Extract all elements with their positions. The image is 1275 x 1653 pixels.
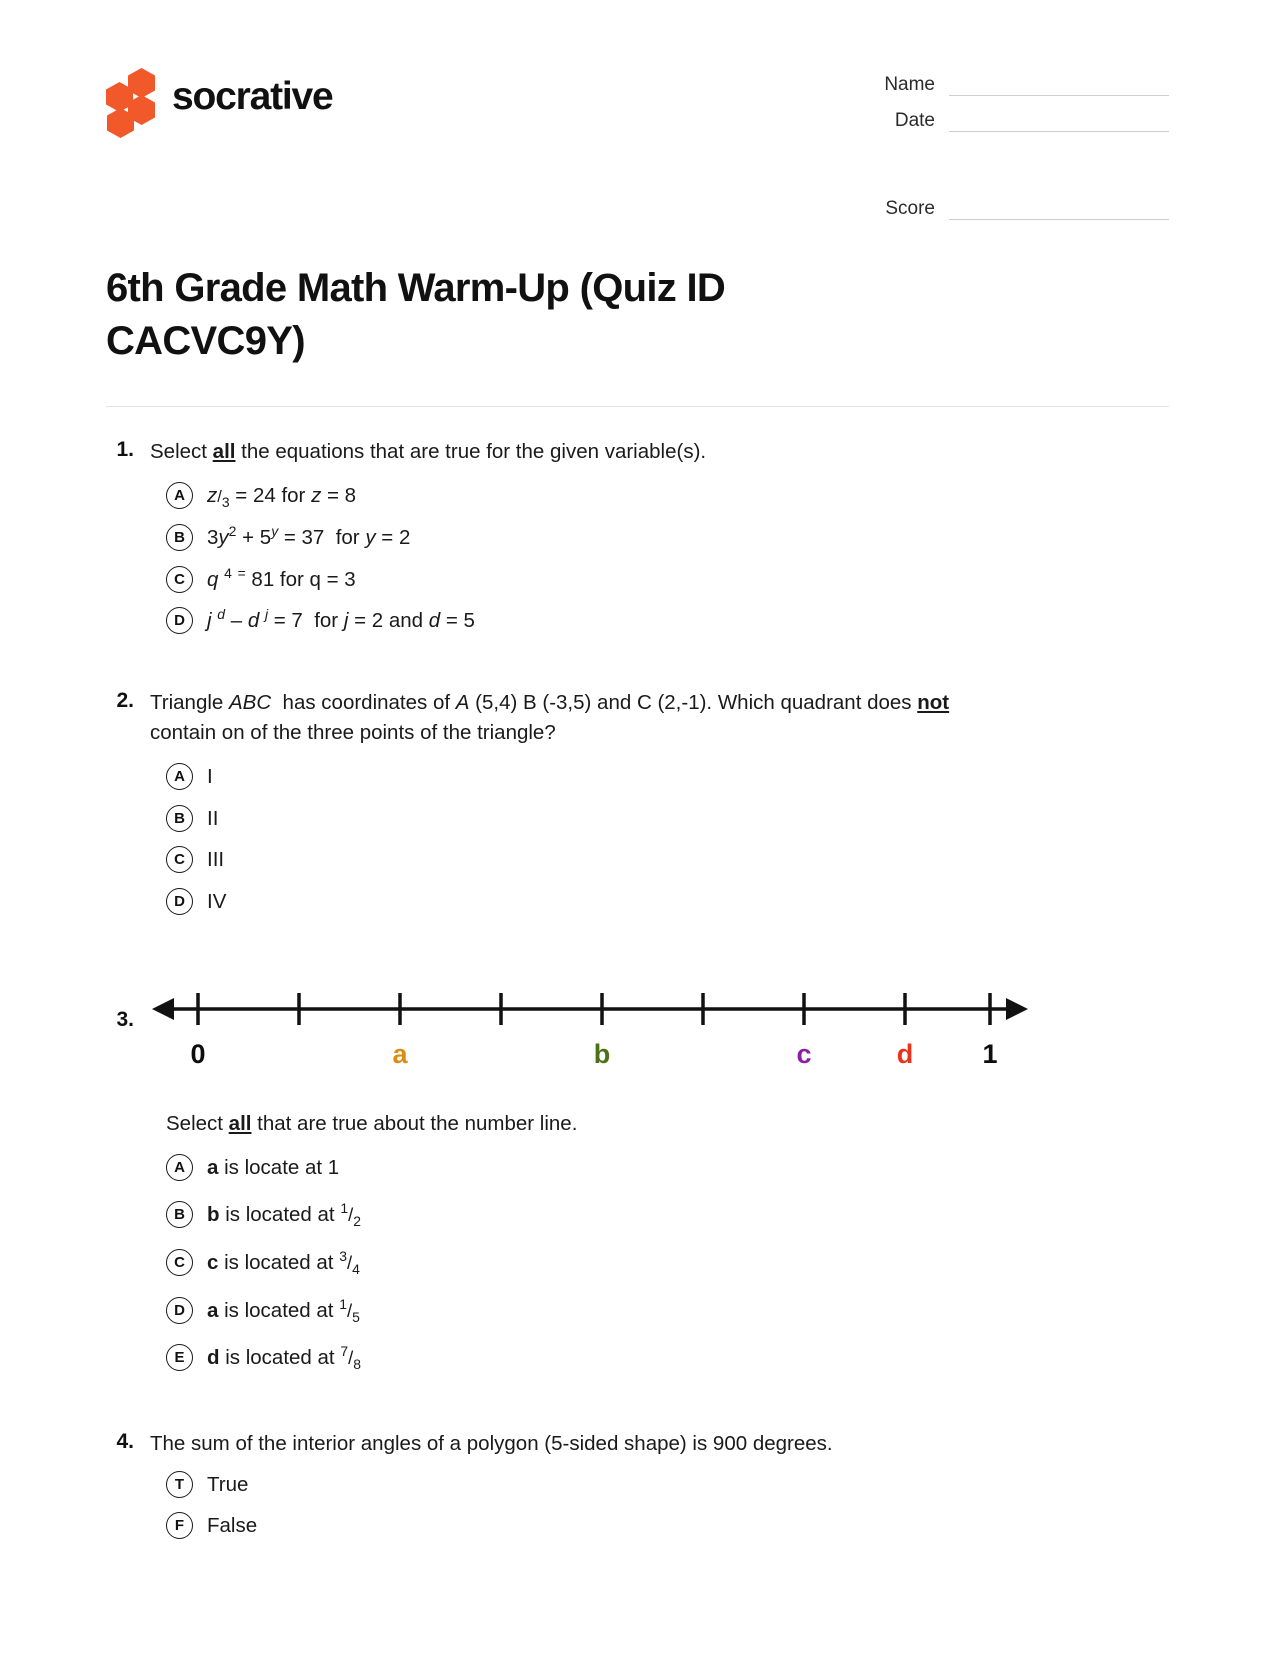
question-4-number: 4.: [116, 1430, 134, 1454]
option-bubble[interactable]: C: [166, 1249, 193, 1276]
q3-subtext-prefix: Select: [166, 1111, 229, 1135]
option-b[interactable]: [106, 1199, 1169, 1230]
number-line-figure: [150, 979, 1050, 1089]
option-b[interactable]: [106, 522, 1169, 553]
score-field-row: [849, 198, 1169, 220]
option-label: j $^d$ – d $^j$ = 7 for j = 2 and d = 5: [207, 606, 475, 633]
student-fields: [849, 60, 1169, 234]
option-false[interactable]: [106, 1510, 1169, 1541]
question-1-prompt: [150, 437, 706, 467]
question-2-prompt: Triangle ABC has coordinates of A (5,4) B (-3,5) and C (2,-1). Which quadrant does not contain on of the three points of the triangle?: [150, 690, 950, 744]
option-true[interactable]: [106, 1469, 1169, 1500]
score-label: Score: [885, 198, 935, 219]
option-label: d is located at $^7/_8$: [207, 1343, 361, 1373]
question-1: [106, 437, 1169, 636]
q1-prompt-suffix: the equations that are true for the given variable(s).: [235, 439, 707, 463]
date-input-line[interactable]: [949, 110, 1169, 132]
question-4-head: [106, 1429, 1169, 1459]
option-d[interactable]: [106, 1295, 1169, 1326]
option-label: a is locate at 1: [207, 1155, 340, 1179]
option-c[interactable]: [106, 1247, 1169, 1278]
option-bubble[interactable]: T: [166, 1471, 193, 1498]
number-line-label-b: b: [593, 1038, 611, 1069]
date-label: Date: [894, 110, 935, 131]
option-bubble[interactable]: E: [166, 1344, 193, 1371]
question-3-number: 3.: [116, 1007, 134, 1031]
option-a[interactable]: [106, 761, 1169, 792]
option-c[interactable]: [106, 844, 1169, 875]
option-bubble[interactable]: A: [166, 763, 193, 790]
option-d[interactable]: [106, 886, 1169, 917]
option-bubble[interactable]: D: [166, 888, 193, 915]
option-bubble[interactable]: B: [166, 524, 193, 551]
number-line-svg: [150, 979, 1030, 1039]
q3-subtext-emphasis: all: [228, 1111, 252, 1135]
question-3-options: [106, 1152, 1169, 1374]
number-line-label-d: d: [896, 1038, 914, 1069]
option-a[interactable]: [106, 480, 1169, 511]
option-b[interactable]: [106, 803, 1169, 834]
option-label: IV: [207, 890, 227, 914]
q3-subtext-suffix: that are true about the number line.: [251, 1111, 578, 1135]
option-label: c is located at $^3/_4$: [207, 1248, 360, 1278]
page-header: [0, 0, 1275, 234]
name-input-line[interactable]: [949, 74, 1169, 96]
option-bubble[interactable]: A: [166, 1154, 193, 1181]
option-label: III: [207, 848, 225, 872]
number-line-label-c: c: [796, 1038, 812, 1069]
option-bubble[interactable]: C: [166, 566, 193, 593]
option-label: b is located at $^1/_2$: [207, 1200, 361, 1230]
question-3-prompt: [106, 1109, 1169, 1139]
number-line-labels: [150, 1039, 1050, 1079]
question-2-number: 2.: [116, 688, 134, 712]
question-2-options: [106, 761, 1169, 917]
score-input-line[interactable]: [949, 198, 1169, 220]
option-label: True: [207, 1472, 249, 1496]
question-3-head: [106, 969, 1169, 1089]
option-label: q $^4$ = 81 for q = 3: [207, 564, 356, 591]
date-field-row: [849, 110, 1169, 132]
option-label: $z/_3 = 24$ for z = 8: [207, 484, 357, 511]
question-4: [106, 1429, 1169, 1541]
questions-list: [0, 407, 1275, 1542]
question-4-options: [106, 1469, 1169, 1541]
option-label: I: [207, 765, 213, 789]
question-3: [106, 969, 1169, 1373]
question-1-head: [106, 437, 1169, 467]
number-line-label-0: 0: [190, 1038, 206, 1069]
number-line-label-a: a: [392, 1038, 408, 1069]
option-label: a is located at $^1/_5$: [207, 1295, 360, 1325]
question-1-options: [106, 480, 1169, 636]
name-field-row: [849, 74, 1169, 96]
option-label: False: [207, 1514, 258, 1538]
socrative-logo: [106, 68, 332, 124]
q2-prompt-emphasis: not: [917, 690, 950, 714]
option-bubble[interactable]: A: [166, 482, 193, 509]
title-area: [0, 234, 1275, 368]
option-bubble[interactable]: D: [166, 1297, 193, 1324]
question-4-prompt: The sum of the interior angles of a polygon (5-sided shape) is 900 degrees.: [150, 1432, 833, 1456]
option-bubble[interactable]: B: [166, 805, 193, 832]
option-bubble[interactable]: C: [166, 846, 193, 873]
brand-name: socrative: [172, 74, 333, 118]
name-label: Name: [884, 74, 935, 95]
option-bubble[interactable]: D: [166, 607, 193, 634]
q1-prompt-prefix: Select: [150, 439, 213, 463]
page-title: 6th Grade Math Warm-Up (Quiz ID CACVC9Y): [106, 266, 726, 363]
hexagon-cluster-icon: [106, 68, 158, 124]
option-c[interactable]: [106, 564, 1169, 595]
question-1-number: 1.: [116, 437, 134, 461]
question-2-head: [106, 688, 1169, 747]
number-line-label-1: 1: [982, 1038, 998, 1069]
q1-prompt-emphasis: all: [212, 439, 236, 463]
option-d[interactable]: [106, 605, 1169, 636]
option-e[interactable]: [106, 1342, 1169, 1373]
option-bubble[interactable]: B: [166, 1201, 193, 1228]
option-a[interactable]: [106, 1152, 1169, 1183]
option-label: II: [207, 806, 219, 830]
question-2: [106, 688, 1169, 917]
option-bubble[interactable]: F: [166, 1512, 193, 1539]
option-label: $3y^2 + 5^y = 37$ for y = 2: [207, 523, 411, 549]
